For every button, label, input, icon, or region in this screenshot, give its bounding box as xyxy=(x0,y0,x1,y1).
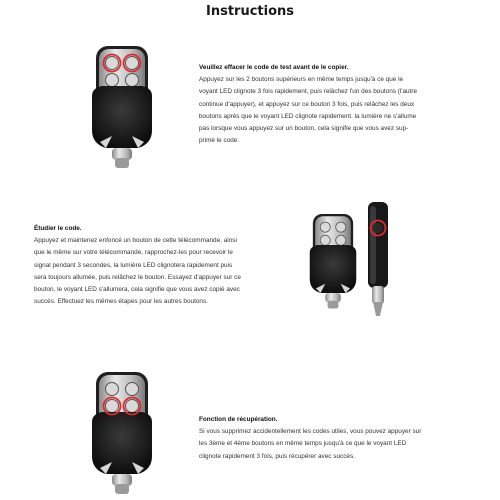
section-line: Appuyez et maintenez enfoncé un bouton de cette télécommande, ainsi xyxy=(34,237,237,245)
section-heading: Fonction de récupération. xyxy=(199,416,278,423)
section-line: primé le code. xyxy=(199,137,240,145)
remote-control-image-2 xyxy=(302,212,364,312)
section-line: les 3ème et 4ème boutons en même temps jusqu'à ce que le voyant LED xyxy=(199,440,407,448)
section-line: Appuyez sur les 2 boutons supérieurs en même temps jusqu'à ce que le xyxy=(199,76,404,84)
original-remote-image xyxy=(363,200,393,318)
section-heading: Étudier le code. xyxy=(34,225,82,232)
remote-control-image-3 xyxy=(82,370,162,498)
remote-control-image-1 xyxy=(82,44,162,172)
section-erase-code xyxy=(199,62,417,147)
section-line: clignote rapidement 3 fois, puis récupérer avec succès. xyxy=(199,452,355,460)
section-line: Si vous supprimez accidentellement les codes utiles, vous pouvez appuyer sur xyxy=(199,428,422,436)
section-line: succès. Effectuez les mêmes étapes pour les autres boutons. xyxy=(34,298,208,306)
section-line: pas lorsque vous appuyez sur un bouton, cela signifie que vous avez sup- xyxy=(199,125,409,133)
section-line: bouton, le voyant LED s'allumera, cela signifie que vous avez copié avec xyxy=(34,286,240,294)
section-heading: Veuillez effacer le code de test avant de le copier. xyxy=(199,64,349,71)
section-line: que le même sur votre télécommande, rapprochez-les pour recevoir le xyxy=(34,249,233,257)
section-line: boutons après que le voyant LED clignote rapidement. la lumière ne s'allume xyxy=(199,112,417,120)
section-recovery xyxy=(199,414,421,463)
section-line: continue d'appuyer), et appuyez sur ce bouton 3 fois, puis relâchez les deux xyxy=(199,100,415,108)
page-title: Instructions xyxy=(205,4,294,19)
section-line: voyant LED clignote 3 fois rapidement, puis relâchez l'un des boutons (l'autre xyxy=(199,88,418,96)
section-line: sera toujours allumée, puis relâchez le bouton. Essayez d'appuyer sur ce xyxy=(34,273,241,281)
section-learn-code xyxy=(34,223,241,308)
section-line: signal pendant 3 secondes, la lumière LED clignotera rapidement puis xyxy=(34,261,233,269)
